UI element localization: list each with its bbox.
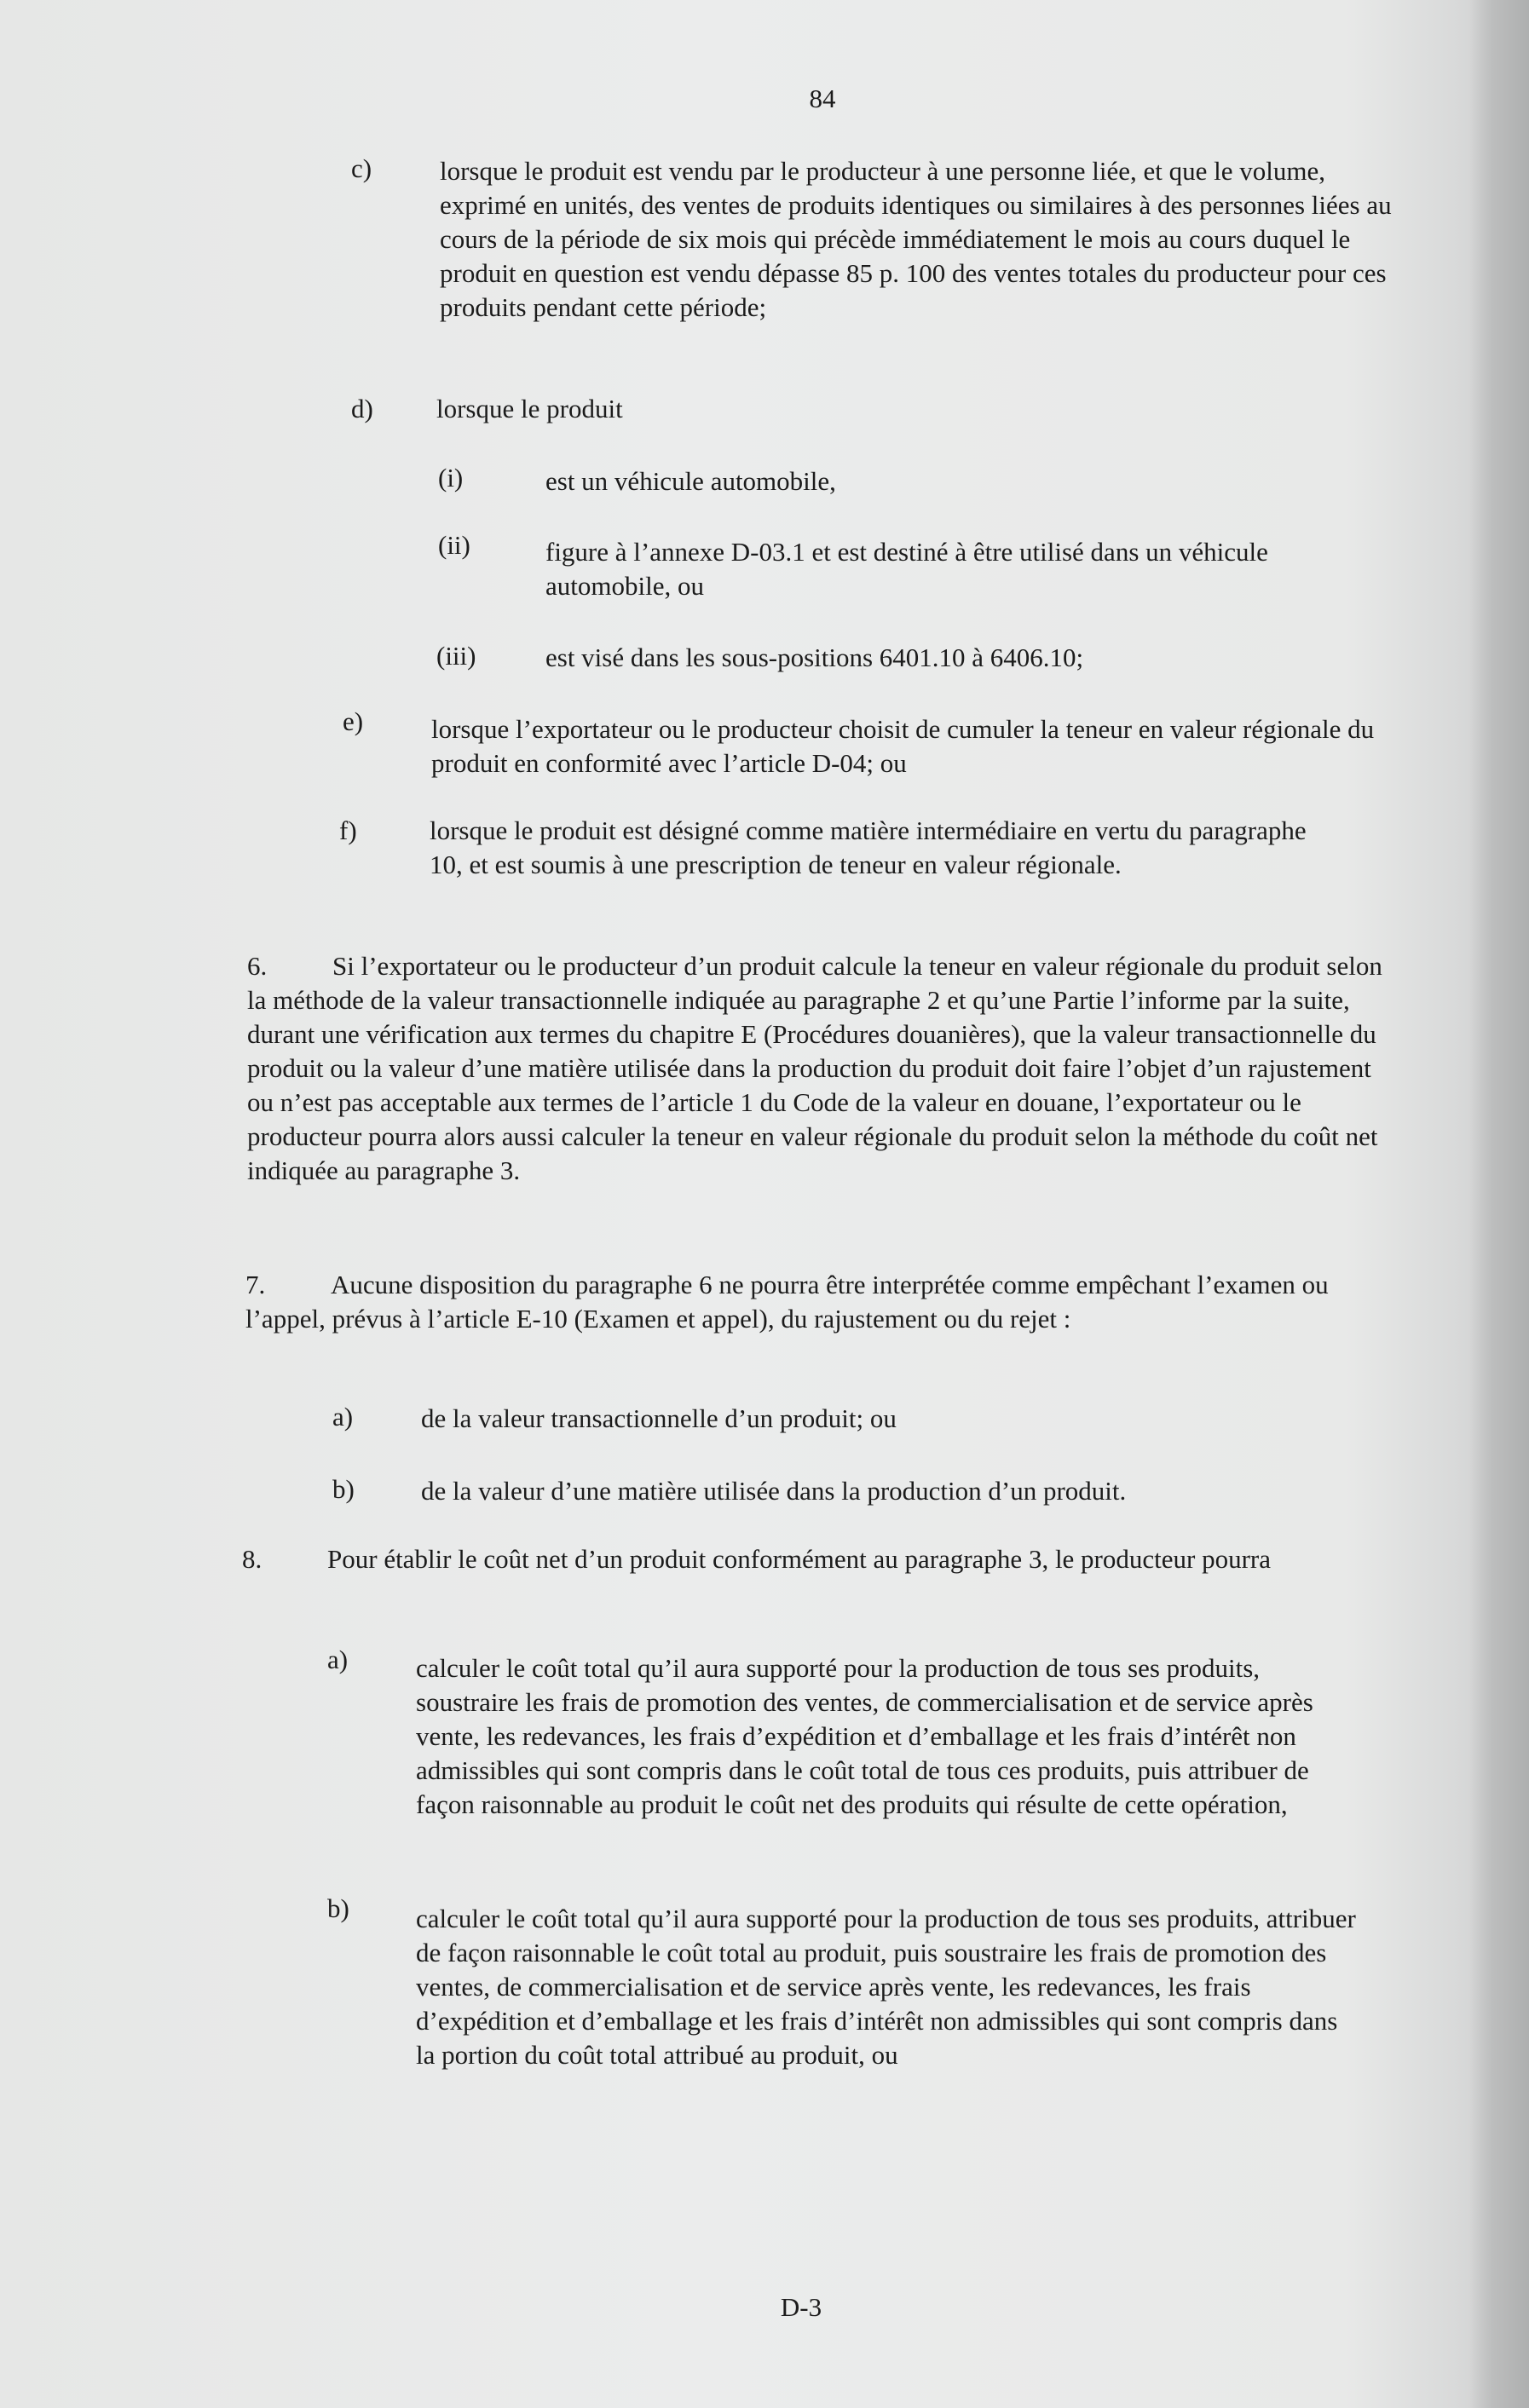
page-footer: D-3 (780, 2292, 822, 2322)
item-f-text: lorsque le produit est désigné comme matière intermédiaire en vertu du paragraphe 10, et est soumis à une prescription de teneur en valeur régionale. (430, 815, 1307, 879)
item-d-label: d) (351, 394, 373, 423)
item-e-text: lorsque l’exportateur ou le producteur choisit de cumuler la teneur en valeur régionale du produit en conformité avec l’article D-04; ou (431, 714, 1375, 778)
item-c-text: lorsque le produit est vendu par le producteur à une personne liée, et que le volume, exprimé en unités, des ventes de produits identiques ou similaires à des personnes liées au cours de la période de six mois qui précède immédiatement le mois au cours duquel le produit en question est vendu dépasse 85 p. 100 des ventes totales du producteur pour ces produits pendant cette période; (440, 156, 1392, 322)
paragraph-8-b-label: b) (327, 1893, 349, 1923)
paragraph-8 (242, 1542, 1367, 1576)
paragraph-7-b-text: de la valeur d’une matière utilisée dans la production d’un produit. (421, 1476, 1127, 1506)
item-f-label: f) (339, 815, 357, 845)
paragraph-7-a-label: a) (332, 1402, 354, 1432)
paragraph-7-a-text: de la valeur transactionnelle d’un produit; ou (421, 1403, 897, 1433)
item-d-iii-label: (iii) (436, 641, 476, 671)
item-d-i-text: est un véhicule automobile, (545, 466, 836, 496)
paragraph-8-a-label: a) (327, 1645, 349, 1674)
item-c-label: c) (351, 153, 372, 183)
item-e-label: e) (343, 706, 364, 736)
paragraph-7-text: Aucune disposition du paragraphe 6 ne pourra être interprétée comme empêchant l’examen ou l’appel, prévus à l’article E-10 (Examen et appel), du rajustement ou du rejet : (245, 1270, 1329, 1334)
item-d-ii-text: figure à l’annexe D-03.1 et est destiné à être utilisé dans un véhicule automobile, ou (545, 537, 1268, 601)
paragraph-8-text: Pour établir le coût net d’un produit conformément au paragraphe 3, le producteur pourra (327, 1544, 1271, 1574)
paragraph-8-number: 8. (242, 1544, 263, 1574)
page-number: 84 (809, 84, 836, 113)
paragraph-7-b-label: b) (332, 1474, 355, 1504)
paragraph-8-a-text: calculer le coût total qu’il aura supporté pour la production de tous ses produits, soustraire les frais de promotion des ventes, de commercialisation et de service après vente, les redevances, les frais d’expédition et d’emballage et les frais d’intérêt non admissibles qui sont compris dans le coût total de tous ces produits, puis attribuer de façon raisonnable au produit le coût net des produits qui résulte de cette opération, (416, 1653, 1313, 1819)
item-d-i-label: (i) (438, 463, 464, 493)
item-d-iii-text: est visé dans les sous-positions 6401.10 à 6406.10; (545, 642, 1084, 672)
paragraph-8-b-text: calculer le coût total qu’il aura supporté pour la production de tous ses produits, attribuer de façon raisonnable le coût total au produit, puis soustraire les frais de promotion des ventes, de commercialisation et de service après vente, les redevances, les frais d’expédition et d’emballage et les frais d’intérêt non admissibles qui sont compris dans la portion du coût total attribué au produit, ou (416, 1904, 1356, 2070)
item-d-ii-label: (ii) (438, 530, 470, 560)
page-edge-shadow (1469, 0, 1529, 2408)
paragraph-6-text: Si l’exportateur ou le producteur d’un produit calcule la teneur en valeur régionale du produit selon la méthode de la valeur transactionnelle indiquée au paragraphe 2 et qu’une Partie l’informe par la suite, durant une vérification aux termes du chapitre E (Procédures douanières), que la valeur transactionnelle du produit ou la valeur d’une matière utilisée dans la production du produit doit faire l’objet d’un rajustement ou n’est pas acceptable aux termes de l’article 1 du Code de la valeur en douane, l’exportateur ou le producteur pourra alors aussi calculer la teneur en valeur régionale du produit selon la méthode du coût net indiquée au paragraphe 3. (247, 951, 1382, 1185)
paragraph-6 (247, 949, 1389, 1188)
item-d-text: lorsque le produit (436, 394, 623, 423)
paragraph-6-number: 6. (247, 951, 268, 981)
paragraph-7-number: 7. (245, 1270, 266, 1299)
paragraph-7 (245, 1268, 1381, 1336)
